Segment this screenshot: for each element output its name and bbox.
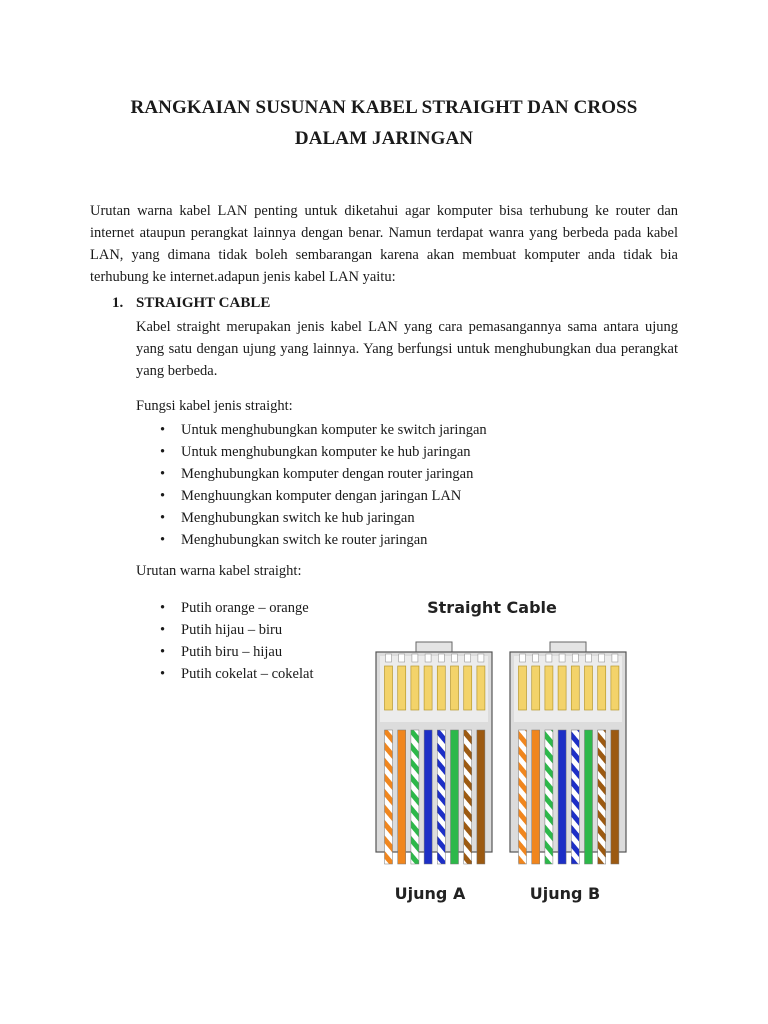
pin-notch: [438, 654, 444, 662]
gold-pin: [411, 666, 419, 710]
bullet: •: [160, 444, 166, 460]
pin-notch: [520, 654, 526, 662]
wire-brown: [477, 730, 485, 864]
connector-tab: [550, 642, 586, 652]
bullet: •: [160, 622, 166, 638]
wire-white-blue: [571, 730, 579, 864]
pin-notch: [412, 654, 418, 662]
connector-a: [376, 642, 492, 864]
gold-pin: [424, 666, 432, 710]
page-title: [90, 92, 678, 154]
list-item: • Menghubungkan switch ke router jaringan: [136, 529, 487, 551]
connector-b: [510, 642, 626, 864]
intro-paragraph: Urutan warna kabel LAN penting untuk diketahui agar komputer bisa terhubung ke router dan internet ataupun perangkat lainnya dengan benar. Namun terdapat wanra yang berbeda pada kabel LAN, yang dimana tidak boleh sembarangan karena akan membuat komputer anda tidak bia terhubung ke internet.adapun jenis kabel LAN yaitu:: [90, 203, 678, 285]
gold-pin: [477, 666, 485, 710]
pin-notch: [452, 654, 458, 662]
bullet: •: [160, 532, 166, 548]
colors-label: Urutan warna kabel straight:: [136, 563, 302, 579]
wire-orange: [532, 730, 540, 864]
wire-green: [585, 730, 593, 864]
bullet: •: [160, 510, 166, 526]
pin-notch: [612, 654, 618, 662]
list-item: • Untuk menghubungkan komputer ke switch jaringan: [136, 419, 487, 441]
wire-white-brown: [464, 730, 472, 864]
wire-white-orange: [519, 730, 527, 864]
title-line-2: DALAM JARINGAN: [294, 128, 474, 149]
bullet: •: [160, 600, 166, 616]
gold-pin: [437, 666, 445, 710]
pin-notch: [425, 654, 431, 662]
list-item: • Menghubungkan switch ke hub jaringan: [136, 507, 487, 529]
section-heading: [112, 295, 270, 312]
pin-notch: [386, 654, 392, 662]
pin-notch: [465, 654, 471, 662]
list-item: • Putih orange – orange: [136, 597, 313, 619]
wire-white-green: [545, 730, 553, 864]
wire-white-blue: [437, 730, 445, 864]
list-item: • Menghuungkan komputer dengan jaringan LAN: [136, 485, 487, 507]
gold-pin: [585, 666, 593, 710]
gold-pin: [519, 666, 527, 710]
pin-notch: [478, 654, 484, 662]
functions-label: Fungsi kabel jenis straight:: [136, 398, 293, 414]
list-item: • Putih cokelat – cokelat: [136, 663, 313, 685]
section-description: Kabel straight merupakan jenis kabel LAN yang cara pemasangannya sama antara ujung yang satu dengan ujung yang lainnya. Yang berfungsi untuk menghubungkan dua perangkat yang berbeda.: [136, 319, 678, 379]
bullet: •: [160, 666, 166, 682]
list-item: • Untuk menghubungkan komputer ke hub jaringan: [136, 441, 487, 463]
wire-white-green: [411, 730, 419, 864]
colors-list: [136, 597, 313, 685]
gold-pin: [464, 666, 472, 710]
gold-pin: [558, 666, 566, 710]
pin-notch: [572, 654, 578, 662]
gold-pin: [398, 666, 406, 710]
list-item: • Menghubungkan komputer dengan router jaringan: [136, 463, 487, 485]
wire-green: [451, 730, 459, 864]
gold-pin: [571, 666, 579, 710]
straight-cable-diagram: [368, 590, 630, 910]
section-title: STRAIGHT CABLE: [136, 295, 271, 311]
pin-notch: [533, 654, 539, 662]
functions-list: [136, 419, 487, 551]
pin-notch: [399, 654, 405, 662]
gold-pin: [532, 666, 540, 710]
wire-blue: [424, 730, 432, 864]
wire-white-brown: [598, 730, 606, 864]
pin-notch: [546, 654, 552, 662]
gold-pin: [451, 666, 459, 710]
section-number: 1.: [112, 295, 124, 311]
bullet: •: [160, 644, 166, 660]
bullet: •: [160, 422, 166, 438]
pin-notch: [586, 654, 592, 662]
list-item: • Putih hijau – biru: [136, 619, 313, 641]
label-ujung-a: Ujung A: [394, 884, 466, 903]
wire-blue: [558, 730, 566, 864]
wire-orange: [398, 730, 406, 864]
pin-notch: [599, 654, 605, 662]
bullet: •: [160, 466, 166, 482]
wire-white-orange: [385, 730, 393, 864]
gold-pin: [598, 666, 606, 710]
gold-pin: [545, 666, 553, 710]
diagram-title: Straight Cable: [427, 598, 557, 617]
gold-pin: [385, 666, 393, 710]
wire-brown: [611, 730, 619, 864]
gold-pin: [611, 666, 619, 710]
connector-tab: [416, 642, 452, 652]
bullet: •: [160, 488, 166, 504]
title-line-1: RANGKAIAN SUSUNAN KABEL STRAIGHT DAN CROSS: [130, 97, 638, 118]
pin-notch: [559, 654, 565, 662]
label-ujung-b: Ujung B: [529, 884, 601, 903]
list-item: • Putih biru – hijau: [136, 641, 313, 663]
